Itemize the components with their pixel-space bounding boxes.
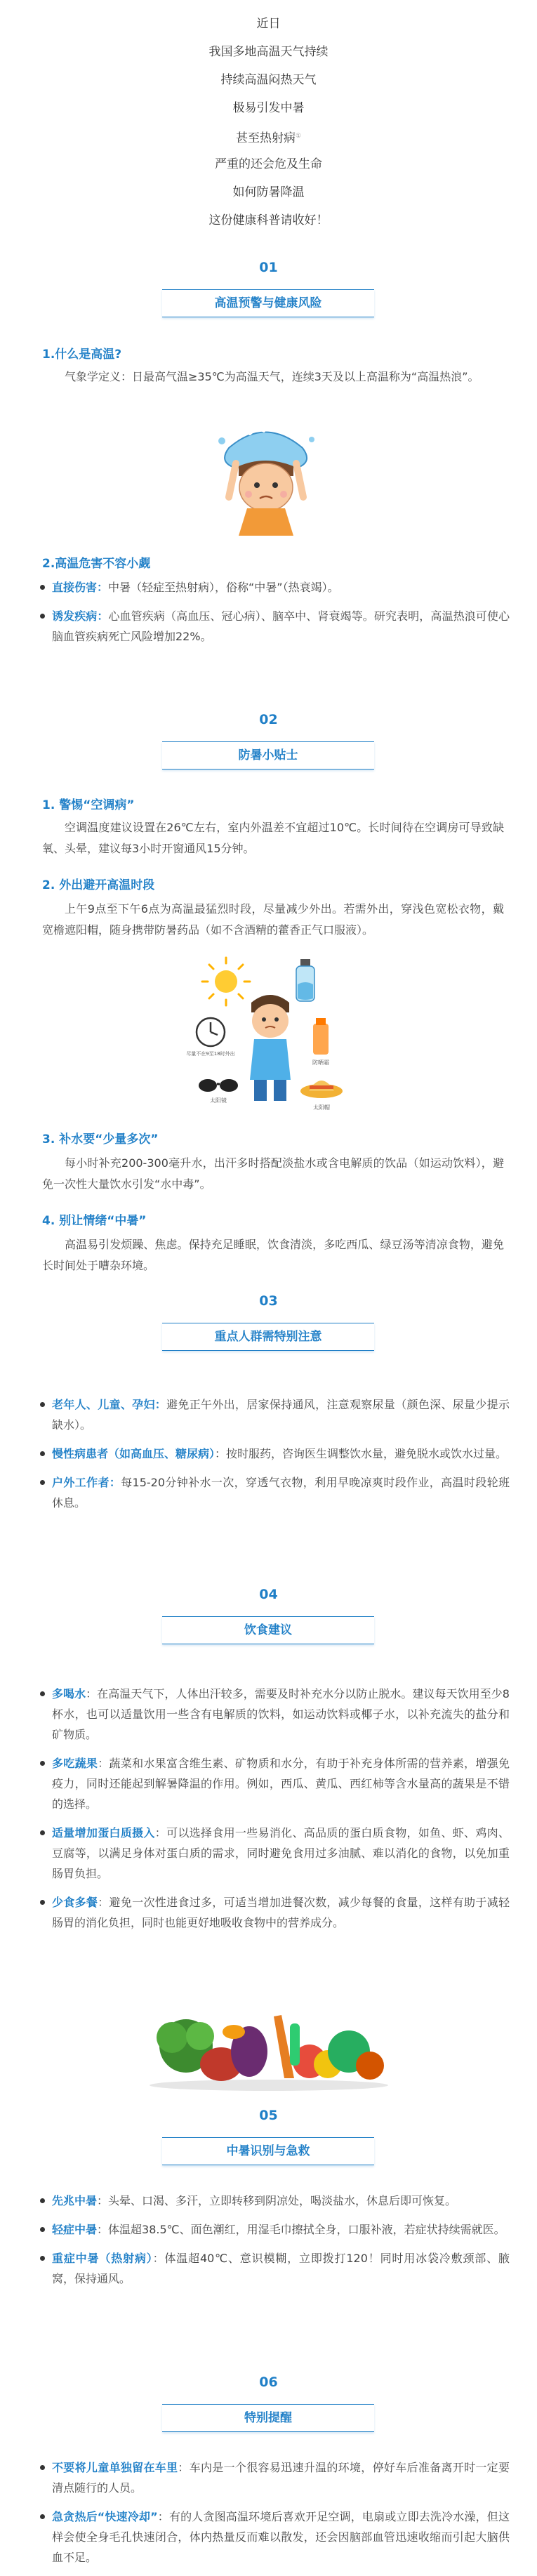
intro-line: 甚至热射病① bbox=[235, 131, 302, 145]
list-item: 先兆中暑：头晕、口渴、多汗，立即转移到阴凉处，喝淡盐水，休息后即可恢复。 bbox=[39, 2191, 510, 2211]
subsection-heading: 4. 别让情绪“中暑” bbox=[42, 1214, 147, 1228]
sun-hat-icon bbox=[300, 1081, 343, 1098]
intro-line: 我国多地高温天气持续 bbox=[208, 45, 329, 59]
list-item: 重症中暑（热射病）：体温超40℃、意识模糊，立即拨打120！同时用冰袋冷敷颈部、腋窝，保持通风。 bbox=[39, 2248, 510, 2289]
subsection-heading: 3. 补水要“少量多次” bbox=[42, 1132, 159, 1147]
list-item: 户外工作者：每15-20分钟补水一次，穿透气衣物，利用早晚凉爽时段作业，高温时段轮班休息。 bbox=[39, 1472, 510, 1513]
intro-line: 严重的还会危及生命 bbox=[215, 157, 322, 171]
section-number: 06 bbox=[259, 2374, 278, 2390]
section-number: 02 bbox=[259, 712, 278, 727]
subsection-heading: 2. 外出避开高温时段 bbox=[42, 878, 155, 892]
intro-line: 这份健康科普请收好！ bbox=[208, 213, 329, 227]
paragraph: 空调温度建议设置在26℃左右，室内外温差不宜超过10℃。长时间待在空调房可导致缺氧、头晕，建议每3小时开窗通风15分钟。 bbox=[42, 821, 504, 855]
subsection-heading: 1. 警惕“空调病” bbox=[42, 798, 135, 812]
intro-line: 近日 bbox=[256, 17, 281, 31]
section-title: 重点人群需特别注意 bbox=[162, 1323, 374, 1351]
clock-caption: 尽量不在9至18时外出 bbox=[186, 1051, 235, 1057]
paragraph: 气象学定义：日最高气温≥35℃为高温天气，连续3天及以上高温称为“高温热浪”。 bbox=[65, 370, 479, 383]
bullet-list bbox=[39, 1394, 510, 1521]
bullet-list bbox=[39, 577, 510, 655]
section-title: 饮食建议 bbox=[162, 1616, 374, 1644]
section-number: 04 bbox=[259, 1587, 278, 1602]
sunglasses-caption: 太阳镜 bbox=[210, 1097, 227, 1104]
vegetables-fruits-illustration bbox=[144, 1995, 394, 2092]
list-item: 慢性病患者（如高血压、糖尿病）：按时服药，咨询医生调整饮水量，避免脱水或饮水过量。 bbox=[39, 1444, 510, 1464]
list-item: 多喝水：在高温天气下，人体出汗较多，需要及时补充水分以防止脱水。建议每天饮用至少8 杯水，也可以适量饮用一些含有电解质的饮料，如运动饮料或椰子水，以补充流失的盐分和矿物质。 bbox=[39, 1684, 510, 1745]
section-number: 05 bbox=[259, 2108, 278, 2123]
section-title: 特别提醒 bbox=[162, 2404, 374, 2432]
sunglasses-icon bbox=[199, 1079, 238, 1092]
list-item: 老年人、儿童、孕妇：避免正午外出，居家保持通风，注意观察尿量（颜色深、尿量少提示缺水）。 bbox=[39, 1394, 510, 1435]
sun-icon bbox=[202, 958, 250, 1005]
list-item: 少食多餐：避免一次性进食过多，可适当增加进餐次数，减少每餐的食量，这样有助于减轻肠胃的消化负担，同时也能更好地吸收食物中的营养成分。 bbox=[39, 1892, 510, 1933]
paragraph: 上午9点至下午6点为高温最猛烈时段，尽量减少外出。若需外出，穿浅色宽松衣物，戴宽檐遮阳帽，随身携带防暑药品（如不含酒精的藿香正气口服液）。 bbox=[42, 902, 504, 937]
subsection-heading: 1.什么是高温? bbox=[42, 348, 122, 362]
list-item: 不要将儿童单独留在车里：车内是一个很容易迅速升温的环境，停好车后准备离开时一定要清点随行的人员。 bbox=[39, 2457, 510, 2498]
sun-hat-caption: 太阳帽 bbox=[313, 1104, 330, 1111]
intro-line: 如何防暑降温 bbox=[232, 185, 305, 199]
intro-line: 持续高温闷热天气 bbox=[220, 73, 317, 87]
section-title: 高温预警与健康风险 bbox=[162, 289, 374, 317]
list-item: 直接伤害：中暑（轻症至热射病），俗称“中暑”（热衰竭）。 bbox=[39, 577, 510, 597]
paragraph: 高温易引发烦躁、焦虑。保持充足睡眠，饮食清淡，多吃西瓜、绿豆汤等清凉食物，避免长时间处于嘈杂环境。 bbox=[42, 1238, 504, 1272]
section-number: 01 bbox=[259, 260, 278, 275]
sunscreen-icon bbox=[313, 1018, 329, 1055]
intro-line: 极易引发中暑 bbox=[232, 101, 305, 115]
list-item: 多吃蔬果：蔬菜和水果富含维生素、矿物质和水分，有助于补充身体所需的营养素，增强免疫力，同时还能起到解暑降温的作用。例如，西瓜、黄瓜、西红柿等含水量高的蔬果是不错的选择。 bbox=[39, 1753, 510, 1814]
bullet-list bbox=[39, 2457, 510, 2576]
bullet-list bbox=[39, 2191, 510, 2297]
clock-icon bbox=[197, 1018, 225, 1046]
section-title: 防暑小贴士 bbox=[162, 741, 374, 770]
list-item: 诱发疾病：心血管疾病（高血压、冠心病）、脑卒中、肾衰竭等。研究表明，高温热浪可使心脑血管疾病死亡风险增加22%。 bbox=[39, 606, 510, 647]
section-title: 中暑识别与急救 bbox=[162, 2137, 374, 2165]
bullet-list bbox=[39, 1684, 510, 1941]
list-item: 急贪热后“快速冷却”：有的人贪图高温环境后喜欢开足空调，电扇或立即去洗冷水澡，但这样会使全身毛孔快速闭合，体内热量反而难以散发，还会因脑部血管迅速收缩而引起大脑供血不足。 bbox=[39, 2506, 510, 2568]
list-item: 适量增加蛋白质摄入：可以选择食用一些易消化、高品质的蛋白质食物，如鱼、虾、鸡肉、豆腐等，以满足身体对蛋白质的需求，同时避免食用过多油腻、难以消化的食物，以免加重肠胃负担。 bbox=[39, 1823, 510, 1884]
list-item: 轻症中暑：体温超38.5℃、面色潮红，用湿毛巾擦拭全身，口服补液，若症状持续需就医。 bbox=[39, 2219, 510, 2240]
subsection-heading: 2.高温危害不容小觑 bbox=[42, 557, 151, 571]
paragraph: 每小时补充200-300毫升水，出汗多时搭配淡盐水或含电解质的饮品（如运动饮料），避免一次性大量饮水引发“水中毒”。 bbox=[42, 1156, 504, 1191]
sunscreen-caption: 防晒霜 bbox=[312, 1059, 329, 1066]
summer-protection-illustration bbox=[186, 953, 345, 1116]
water-bottle-icon bbox=[296, 959, 314, 1001]
intro-block bbox=[0, 10, 537, 235]
child-figure bbox=[250, 995, 291, 1101]
section-number: 03 bbox=[259, 1293, 278, 1309]
heatstroke-child-illustration bbox=[208, 420, 324, 536]
footnote-marker[interactable]: ① bbox=[295, 133, 302, 140]
